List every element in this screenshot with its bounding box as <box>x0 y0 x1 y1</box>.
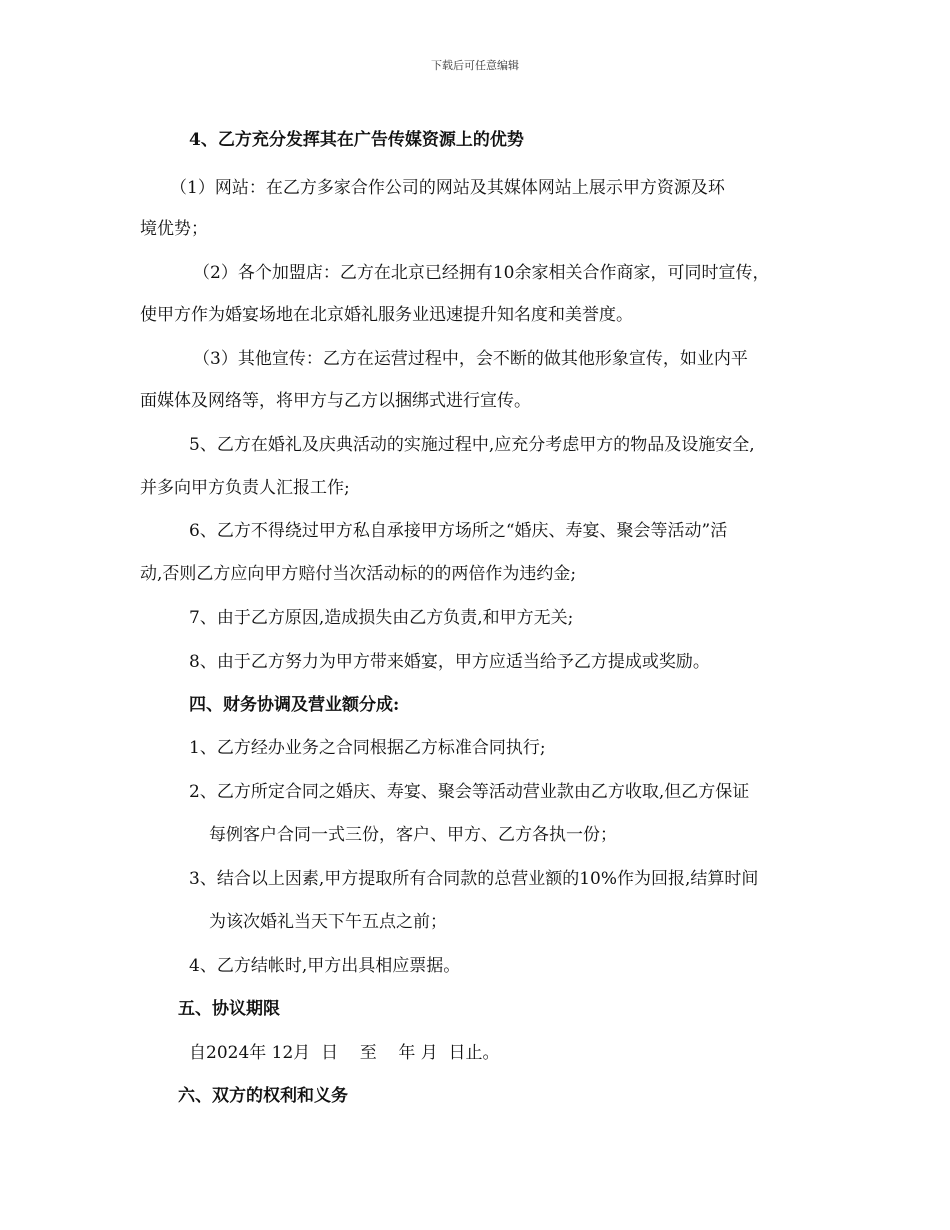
finance-clause-2-line-1: 2、乙方所定合同之婚庆、寿宴、聚会等活动营业款由乙方收取,但乙方保证 <box>189 782 750 802</box>
finance-clause-4: 4、乙方结帐时,甲方出具相应票据。 <box>189 956 461 976</box>
section-6-heading: 六、双方的权利和义务 <box>178 1086 348 1106</box>
section-5-heading: 五、协议期限 <box>178 999 280 1019</box>
finance-clause-3-line-2: 为该次婚礼当天下午五点之前； <box>209 912 447 932</box>
clause-7: 7、由于乙方原因,造成损失由乙方负责,和甲方无关; <box>189 608 574 628</box>
clause-6-line-2: 动,否则乙方应向甲方赔付当次活动标的的两倍作为违约金; <box>140 564 577 584</box>
clause-8: 8、由于乙方努力为甲方带来婚宴，甲方应适当给予乙方提成或奖励。 <box>189 652 710 672</box>
finance-clause-2-line-2: 每例客户合同一式三份，客户、甲方、乙方各执一份； <box>209 825 617 845</box>
clause-4-2-line-1: （2）各个加盟店：乙方在北京已经拥有10余家相关合作商家，可同时宣传， <box>193 263 770 283</box>
clause-5-line-1: 5、乙方在婚礼及庆典活动的实施过程中,应充分考虑甲方的物品及设施安全, <box>189 435 755 455</box>
finance-clause-3-line-1: 3、结合以上因素,甲方提取所有合同款的总营业额的10%作为回报,结算时间 <box>189 869 759 889</box>
clause-4-1-line-2: 境优势； <box>140 219 208 239</box>
clause-4-3-line-1: （3）其他宣传：乙方在运营过程中，会不断的做其他形象宣传，如业内平 <box>193 349 748 369</box>
clause-5-line-2: 并多向甲方负责人汇报工作; <box>140 478 350 498</box>
agreement-term: 自2024年 12月 日 至 年 月 日止。 <box>189 1043 500 1063</box>
clause-6-line-1: 6、乙方不得绕过甲方私自承接甲方场所之“婚庆、寿宴、聚会等活动”活 <box>189 521 728 541</box>
finance-clause-1: 1、乙方经办业务之合同根据乙方标准合同执行; <box>189 738 546 758</box>
page-header: 下载后可任意编辑 <box>431 59 519 72</box>
section-4-heading: 四、财务协调及营业额分成: <box>189 695 400 715</box>
clause-4-2-line-2: 使甲方作为婚宴场地在北京婚礼服务业迅速提升知名度和美誉度。 <box>140 305 633 325</box>
clause-4-3-line-2: 面媒体及网络等，将甲方与乙方以捆绑式进行宣传。 <box>140 391 531 411</box>
clause-4-1-line-1: （1）网站：在乙方多家合作公司的网站及其媒体网站上展示甲方资源及环 <box>170 178 725 198</box>
clause-4-heading: 4、乙方充分发挥其在广告传媒资源上的优势 <box>189 130 524 150</box>
